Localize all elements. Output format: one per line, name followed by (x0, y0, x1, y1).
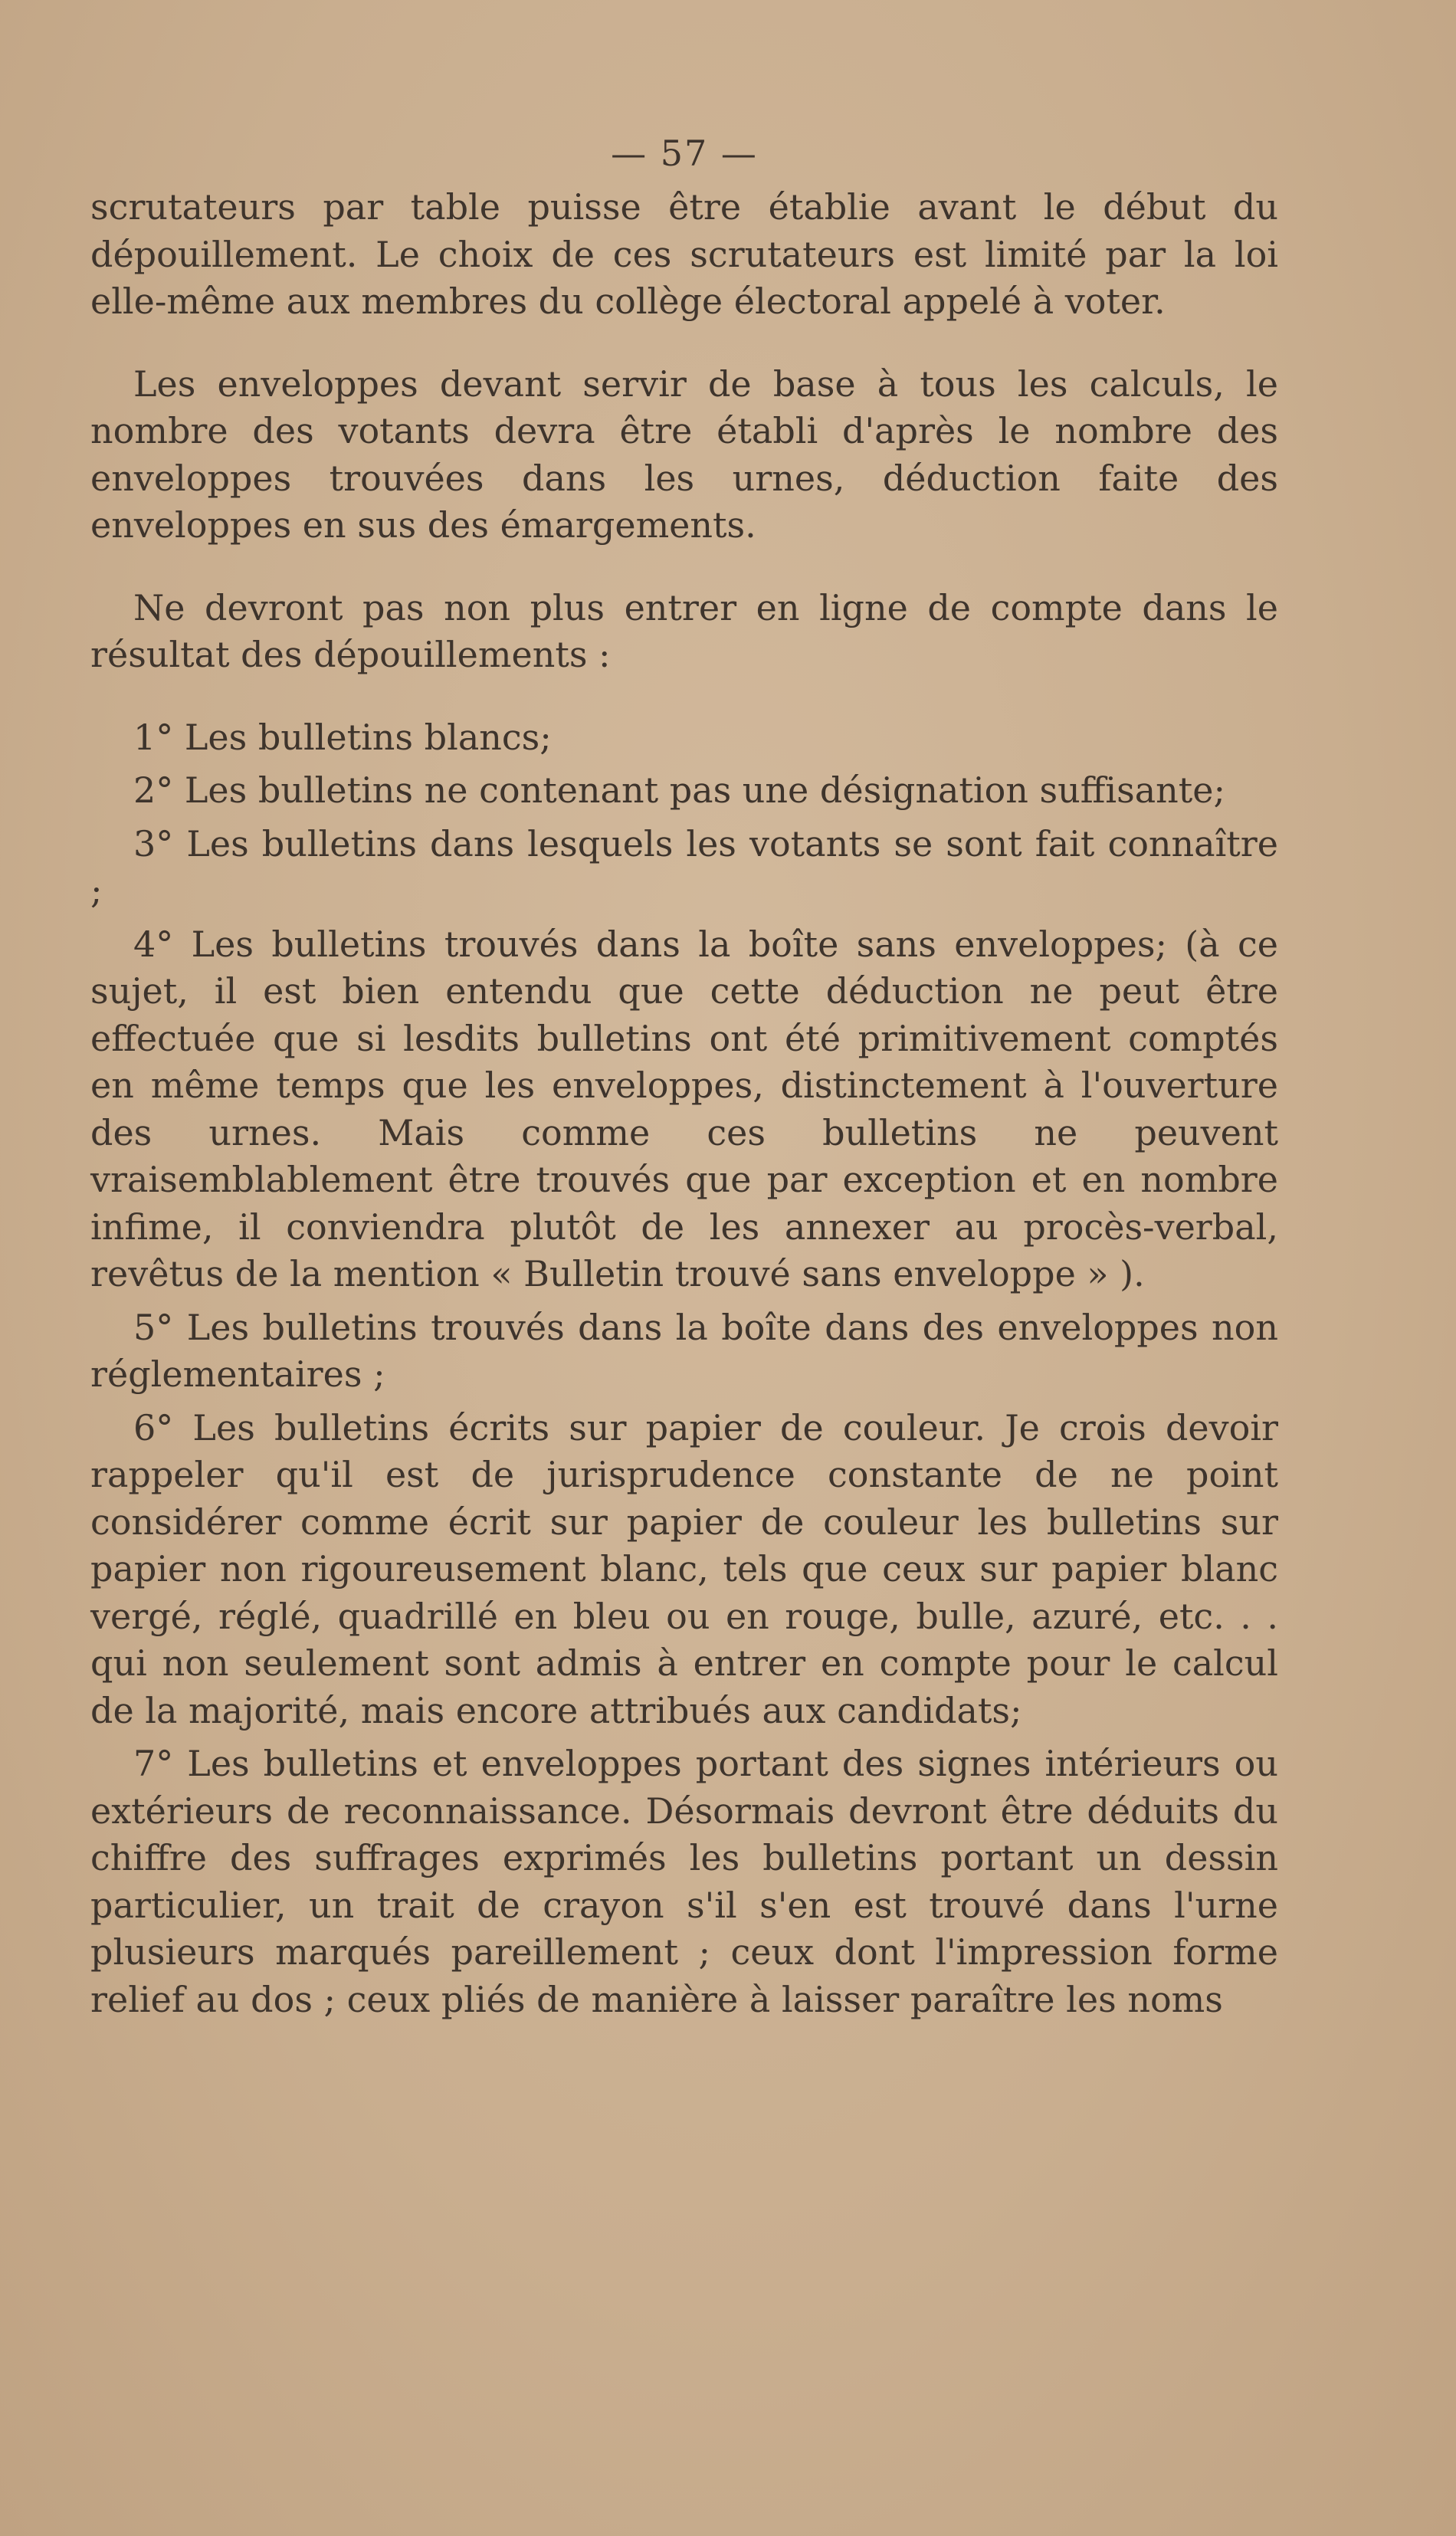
paragraph-enveloppes: Les enveloppes devant servir de base à tous les calculs, le nombre des votants devra être établi d'après le nombre des enveloppes trouvées dans les urnes, déduction faite des enveloppes en sus des émargements. (90, 363, 1278, 546)
list-item-7: 7° Les bulletins et enveloppes portant des signes intérieurs ou extérieurs de reconnaissance. Désormais devront être déduits du chiffre des suffrages exprimés les bulletins portant un dessin particulier, un trait de crayon s'il s'en est trouvé dans l'urne plusieurs marqués pareillement ; ceux dont l'impression forme relief au dos ; ceux pliés de manière à laisser paraître les noms (90, 1743, 1278, 2020)
list-item-4: 4° Les bulletins trouvés dans la boîte sans enveloppes; (à ce sujet, il est bien entendu que cette déduction ne peut être effectuée que si lesdits bulletins ont été primitivement comptés en même temps que les enveloppes, distinctement à l'ouverture des urnes. Mais comme ces bulletins ne peuvent vraisemblablement être trouvés que par exception et en nombre infime, il conviendra plutôt de les annexer au procès-verbal, revêtus de la mention « Bulletin trouvé sans enveloppe » ). (90, 923, 1278, 1294)
list-item-2: 2° Les bulletins ne contenant pas une désignation suffisante; (133, 769, 1226, 811)
paragraph-intro-list: Ne devront pas non plus entrer en ligne de compte dans le résultat des dépouillements : (90, 586, 1278, 675)
paragraph-continuation: scrutateurs par table puisse être établie avant le début du dépouillement. Le choix de ces scrutateurs est limité par la loi elle-même aux membres du collège électoral appelé à voter. (90, 186, 1278, 322)
list-item-1: 1° Les bulletins blancs; (133, 716, 552, 758)
page-text (90, 130, 1278, 2023)
list-item-6: 6° Les bulletins écrits sur papier de couleur. Je crois devoir rappeler qu'il est de jurisprudence constante de ne point considérer comme écrit sur papier de couleur les bulletins sur papier non rigoureusement blanc, tels que ceux sur papier blanc vergé, réglé, quadrillé en bleu ou en rouge, bulle, azuré, etc. . . qui non seulement sont admis à entrer en compte pour le calcul de la majorité, mais encore attribués aux candidats; (90, 1406, 1278, 1731)
page-number: — 57 — (611, 133, 758, 174)
list-item-5: 5° Les bulletins trouvés dans la boîte dans des enveloppes non réglementaires ; (90, 1306, 1278, 1395)
list-item-3: 3° Les bulletins dans lesquels les votants se sont fait connaître ; (90, 822, 1278, 911)
